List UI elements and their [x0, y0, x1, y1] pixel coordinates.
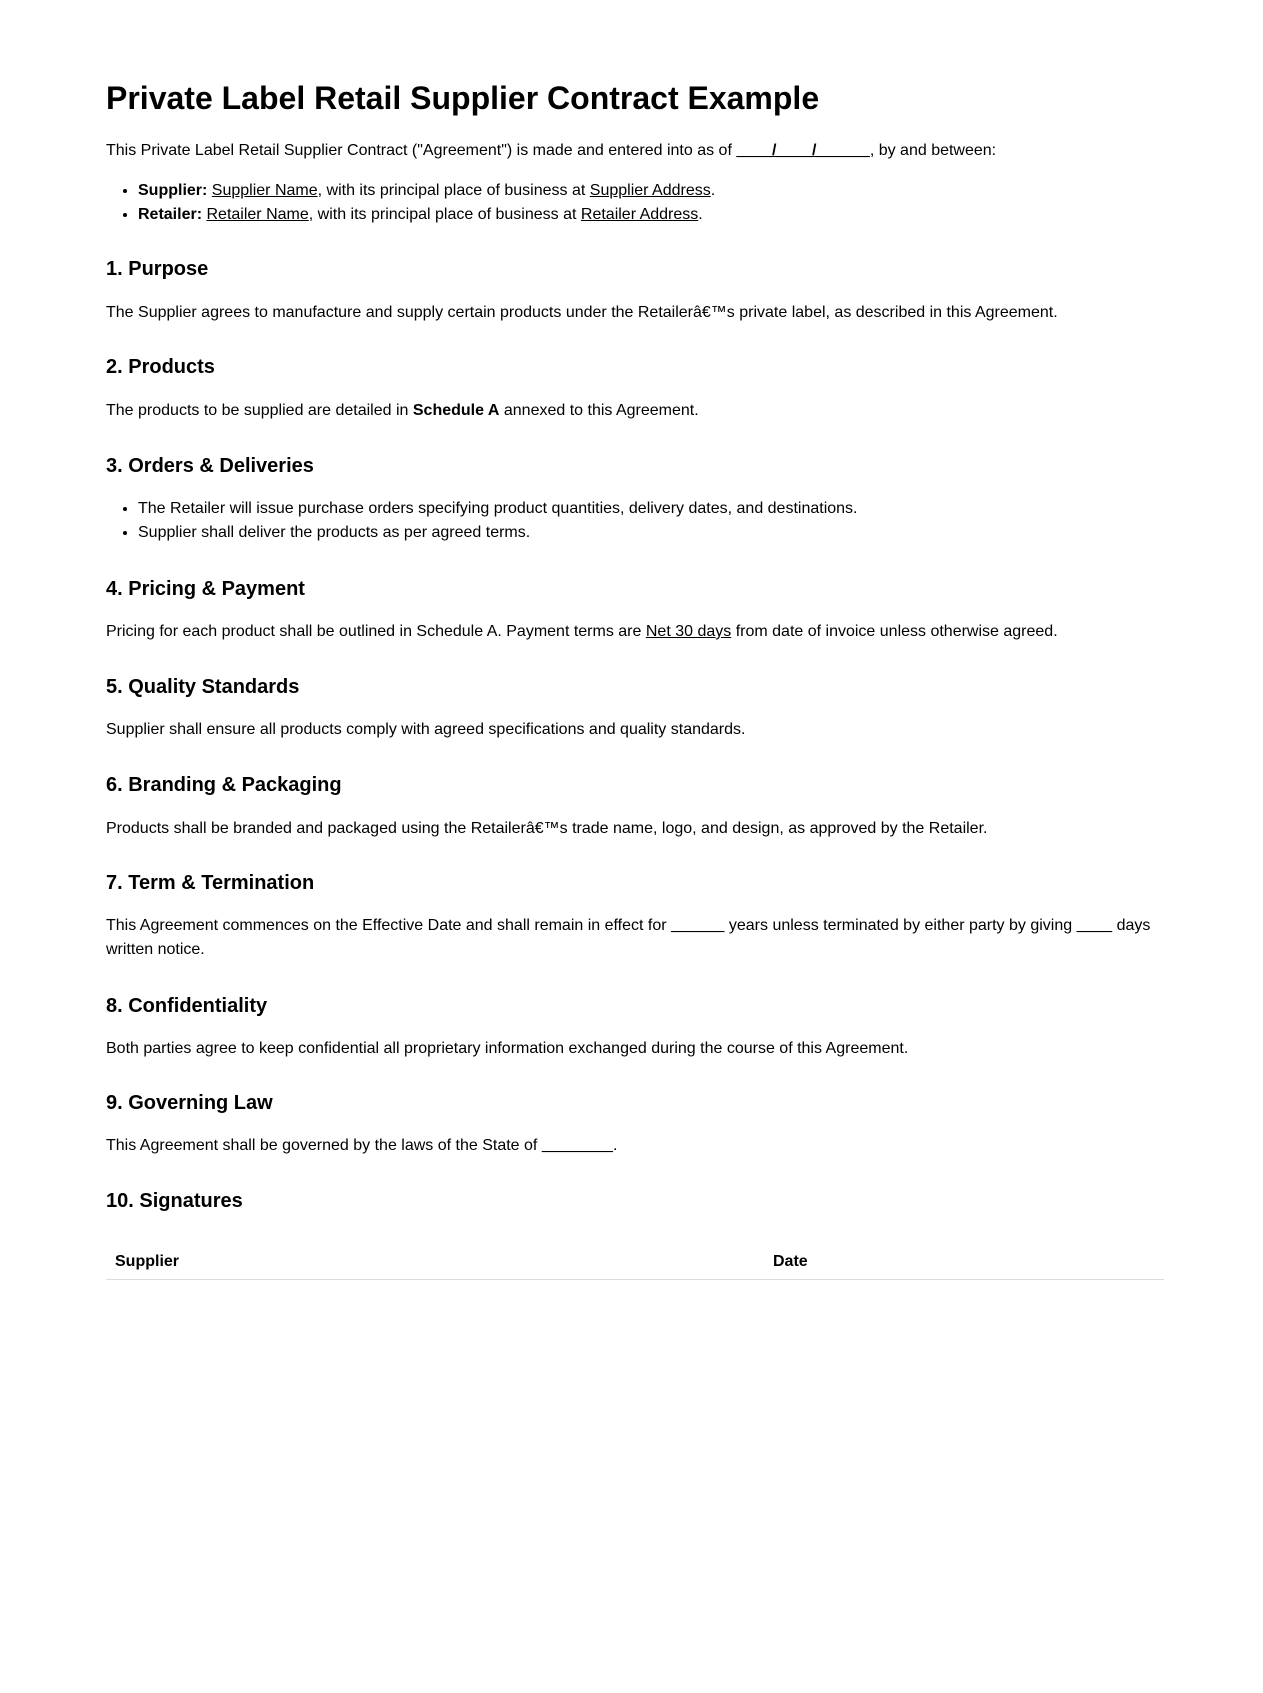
punctuation: .: [613, 1137, 618, 1154]
punctuation: .: [698, 206, 703, 223]
section-heading-quality: 5. Quality Standards: [106, 676, 300, 698]
pricing-text-end: from date of invoice unless otherwise agreed.: [731, 623, 1058, 640]
retailer-address-link[interactable]: Retailer Address: [580, 206, 699, 223]
party-label: Retailer:: [138, 206, 203, 223]
intro-text-end: , by and between:: [869, 142, 997, 159]
orders-list: [106, 497, 858, 545]
section-text-governing-law: [106, 1134, 1164, 1158]
years-blank[interactable]: ______: [671, 917, 725, 934]
signature-table: [106, 1245, 1164, 1280]
punctuation: .: [710, 182, 716, 199]
net-30-days: Net 30 days: [645, 623, 732, 640]
term-text-end: days written notice.: [106, 917, 1151, 958]
section-text-branding: Products shall be branded and packaged using the Retailerâ€™s trade name, logo, and design, as approved by the Retailer.: [106, 820, 988, 837]
party-text: , with its principal place of business at: [317, 182, 590, 199]
column-header-supplier: Supplier: [106, 1245, 764, 1280]
section-text-term: [106, 914, 1164, 962]
supplier-address-link[interactable]: Supplier Address: [589, 182, 711, 199]
supplier-name-link[interactable]: Supplier Name: [211, 182, 318, 199]
section-text-quality: Supplier shall ensure all products comply with agreed specifications and quality standards.: [106, 721, 746, 738]
schedule-a-bold: Schedule A: [412, 402, 500, 419]
table-header-row: [106, 1245, 1164, 1280]
pricing-text: Pricing for each product shall be outlined in Schedule A. Payment terms are: [106, 623, 646, 640]
law-text: This Agreement shall be governed by the laws of the State of: [106, 1137, 542, 1154]
party-text: , with its principal place of business at: [308, 206, 581, 223]
section-heading-products: 2. Products: [106, 356, 215, 378]
state-blank[interactable]: ________: [541, 1137, 613, 1154]
section-heading-pricing: 4. Pricing & Payment: [106, 578, 305, 600]
section-text-products: [106, 399, 1164, 423]
section-text-pricing: [106, 620, 1164, 644]
parties-list: [106, 179, 715, 227]
section-heading-confidentiality: 8. Confidentiality: [106, 995, 268, 1017]
section-heading-signatures: 10. Signatures: [106, 1190, 243, 1212]
intro-text: This Private Label Retail Supplier Contract ("Agreement") is made and entered into as of: [106, 142, 737, 159]
term-text-mid: years unless terminated by either party by giving: [724, 917, 1077, 934]
party-supplier: [138, 179, 715, 203]
products-text: The products to be supplied are detailed in: [106, 402, 413, 419]
section-text-purpose: The Supplier agrees to manufacture and supply certain products under the Retailerâ€™s private label, as described in this Agreement.: [106, 304, 1058, 321]
section-text-confidentiality: Both parties agree to keep confidential all proprietary information exchanged during the course of this Agreement.: [106, 1040, 909, 1057]
products-text-end: annexed to this Agreement.: [499, 402, 699, 419]
term-text: This Agreement commences on the Effective Date and shall remain in effect for: [106, 917, 672, 934]
list-item: • Supplier shall deliver the products as per agreed terms.: [138, 521, 858, 545]
page-title: Private Label Retail Supplier Contract Example: [106, 80, 820, 116]
section-heading-purpose: 1. Purpose: [106, 258, 209, 280]
retailer-name-link[interactable]: Retailer Name: [206, 206, 309, 223]
days-blank[interactable]: ____: [1076, 917, 1113, 934]
section-heading-orders: 3. Orders & Deliveries: [106, 455, 314, 477]
list-item: • The Retailer will issue purchase orders specifying product quantities, delivery dates, and destinations.: [138, 497, 858, 521]
column-header-date: Date: [764, 1245, 1164, 1280]
section-heading-governing-law: 9. Governing Law: [106, 1092, 273, 1114]
section-heading-branding: 6. Branding & Packaging: [106, 774, 342, 796]
party-retailer: [138, 203, 715, 227]
intro-paragraph: [106, 139, 1164, 163]
section-heading-term: 7. Term & Termination: [106, 872, 315, 894]
date-blank[interactable]: ____/____/______: [736, 142, 870, 159]
party-label: Supplier:: [138, 182, 208, 199]
